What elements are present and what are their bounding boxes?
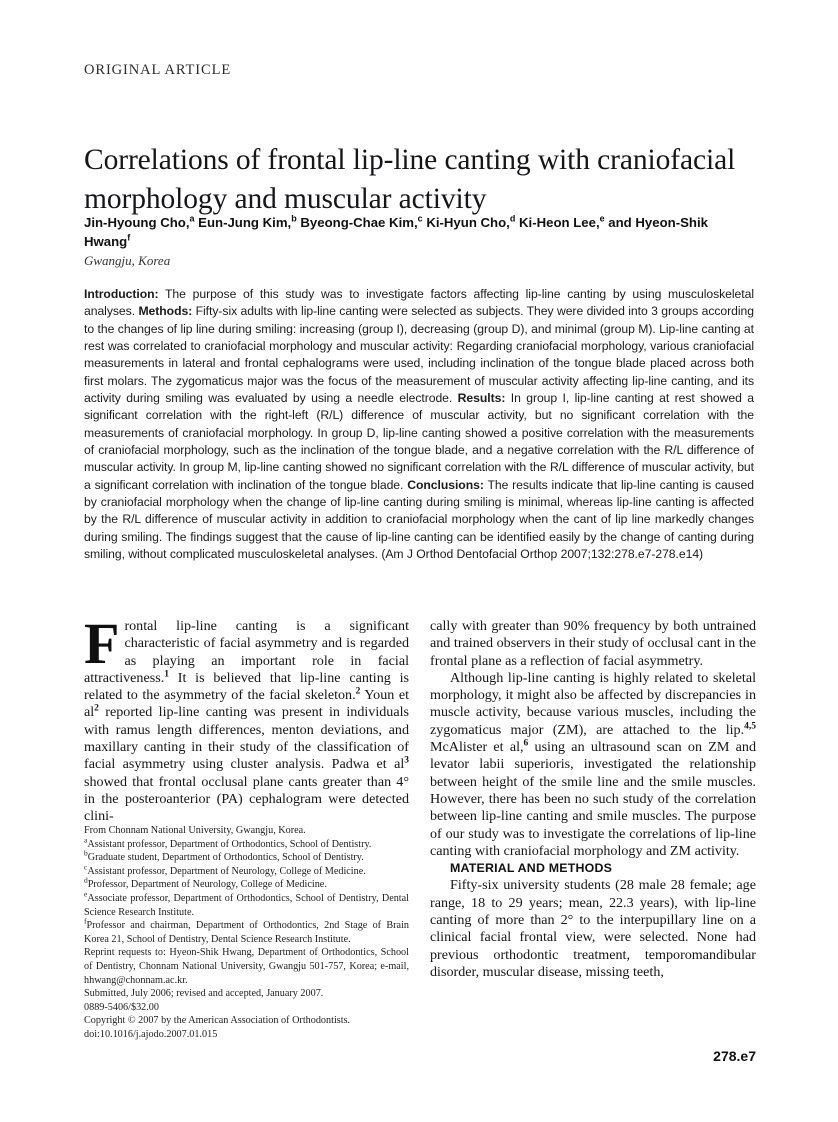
abstract-text-results: In group I, lip-line canting at rest showed a significant correlation with the right-left (R/L) difference of muscular activity, but no significant correlation with the measurements of craniofacial morphology. In group D, lip-line canting showed a positive correlation with the measurements of craniofacial morphology, such as the inclination of the tongue blade, and a negative correlation with the R/L difference of muscular activity. In group M, lip-line canting showed no significant correlation with the R/L difference of muscular activity, but a significant correlation with inclination of the tongue blade.: [84, 391, 755, 492]
author-list: Jin-Hyoung Cho,$^a$ Eun-Jung Kim,$^b$ Byeong-Chae Kim,$^c$ Ki-Hyun Cho,$^d$ Ki-Heon Lee,$^e$ and Hyeon-Shik Hwang$^f$: [84, 213, 708, 249]
drop-cap: F: [84, 611, 120, 676]
footnote-issn: 0889-5406/$32.00: [84, 1001, 159, 1013]
abstract: [84, 286, 754, 564]
footnote-d: $^d$Professor, Department of Neurology, College of Medicine.: [84, 875, 327, 891]
body-paragraph: [84, 611, 409, 826]
abstract-label-conclusions: Conclusions:: [407, 477, 484, 492]
affiliation-city: Gwangju, Korea: [84, 253, 171, 268]
abstract-label-methods: Methods:: [138, 304, 193, 319]
abstract-label-results: Results:: [457, 391, 506, 406]
footnotes-block: [84, 824, 409, 1042]
body-paragraph-text: rontal lip-line canting is a significant characteristic of facial asymmetry and is regarded as playing an important role in facial attractiveness.$^1$ It is believed that lip-line canting is related to the asymmetry of the facial skeleton.$^2$ Youn et $al^2$ reported lip-line canting was present in individuals with ramus length differences, menton deviations, and maxillary canting in their study of the classification of facial asymmetry using cluster analysis. Padwa et $al^3$ showed that frontal occlusal plane cants greater than 4° in the posteroanterior (PA) cephalogram were detected clini-: [84, 618, 409, 825]
abstract-text-introduction: The purpose of this study was to investigate factors affecting lip-line canting by using musculoskeletal analyses.: [84, 287, 754, 319]
abstract-label-introduction: Introduction:: [84, 287, 159, 301]
page-title: Correlations of frontal lip-line canting with craniofacial morphology and muscular activity: [84, 143, 736, 215]
body-column-right: [430, 618, 756, 981]
footnote-f: $^f$Professor and chairman, Department of Orthodontics, 2nd Stage of Brain Korea 21, School of Dentistry, Dental Science Research Institute.: [84, 916, 409, 945]
body-column-left: [84, 611, 409, 826]
footnote-submitted: Submitted, July 2006; revised and accepted, January 2007.: [84, 988, 324, 1000]
abstract-text-methods: Fifty-six adults with lip-line canting were selected as subjects. They were divided into 3 groups according to the changes of lip line during smiling: increasing (group I), decreasing (group D), and minimal (group M). Lip-line canting at rest was correlated to craniofacial morphology and muscular activity: Regarding craniofacial morphology, various craniofacial measurements in lateral and frontal cephalograms were used, including inclination of the tongue blade placed across both first molars. The zygomaticus major was the focus of the measurement of muscular activity affecting lip-line canting, and its activity during smiling was evaluated by using a needle electrode.: [84, 304, 755, 406]
footnote-doi: doi:10.1016/j.ajodo.2007.01.015: [84, 1028, 218, 1040]
footnote-reprint-requests: Reprint requests to: Hyeon-Shik Hwang, Department of Orthodontics, School of Dentistry, Chonnam National University, Gwangju 501-757, Korea; e-mail, hhwang@chonnam.ac.kr.: [84, 947, 409, 986]
abstract-text-conclusions: The results indicate that lip-line canting is caused by craniofacial morphology when the change of lip-line canting during smiling is minimal, whereas lip-line canting is affected by the R/L difference of muscular activity in addition to craniofacial morphology when the cant of lip line markedly changes during smiling. The findings suggest that the cause of lip-line canting can be identified easily by the change of canting during smiling, without complicated musculoskeletal analyses.: [84, 477, 755, 562]
footnote-copyright: Copyright © 2007 by the American Association of Orthodontists.: [84, 1015, 351, 1027]
body-paragraph: Although lip-line canting is highly related to skeletal morphology, it might also be affected by discrepancies in muscle activity, because various muscles, including the zygomaticus major (ZM), are attached to the lip.$^{4,5}$ McAlister et al,$^6$ using an ultrasound scan on ZM and levator labii superioris, investigated the relationship between height of the smile line and the smile muscles. However, there has been no such study of the correlation between lip-line canting and smile muscles. The purpose of our study was to investigate the correlations of lip-line canting with craniofacial morphology and ZM activity.: [430, 669, 756, 859]
page-number: 278.e7: [713, 1048, 756, 1064]
footnote-c: $^c$Assistant professor, Department of Neurology, College of Medicine.: [84, 862, 366, 877]
footnote-a: $^a$Assistant professor, Department of Orthodontics, School of Dentistry.: [84, 835, 372, 850]
article-kicker: ORIGINAL ARTICLE: [84, 62, 232, 78]
body-paragraph: Fifty-six university students (28 male 28 female; age range, 18 to 29 years; mean, 22.3 years), with lip-line canting of more than 2° to the interpupillary line on a clinical facial frontal view, were selected. None had previous orthodontic treatment, temporomandibular disorder, muscular disease, missing teeth,: [430, 877, 756, 980]
abstract-citation: (Am J Orthod Dentofacial Orthop 2007;132:278.e7-278.e14): [381, 547, 704, 562]
footnote-b: $^b$Graduate student, Department of Orthodontics, School of Dentistry.: [84, 848, 364, 864]
section-heading-material-and-methods: MATERIAL AND METHODS: [450, 861, 613, 876]
footnote-e: $^e$Associate professor, Department of Orthodontics, School of Dentistry, Dental Science Research Institute.: [84, 889, 409, 918]
body-paragraph: cally with greater than 90% frequency by both untrained and trained observers in their study of occlusal cant in the frontal plane as a reflection of facial asymmetry.: [430, 618, 756, 669]
footnote-affiliation: From Chonnam National University, Gwangju, Korea.: [84, 825, 306, 836]
